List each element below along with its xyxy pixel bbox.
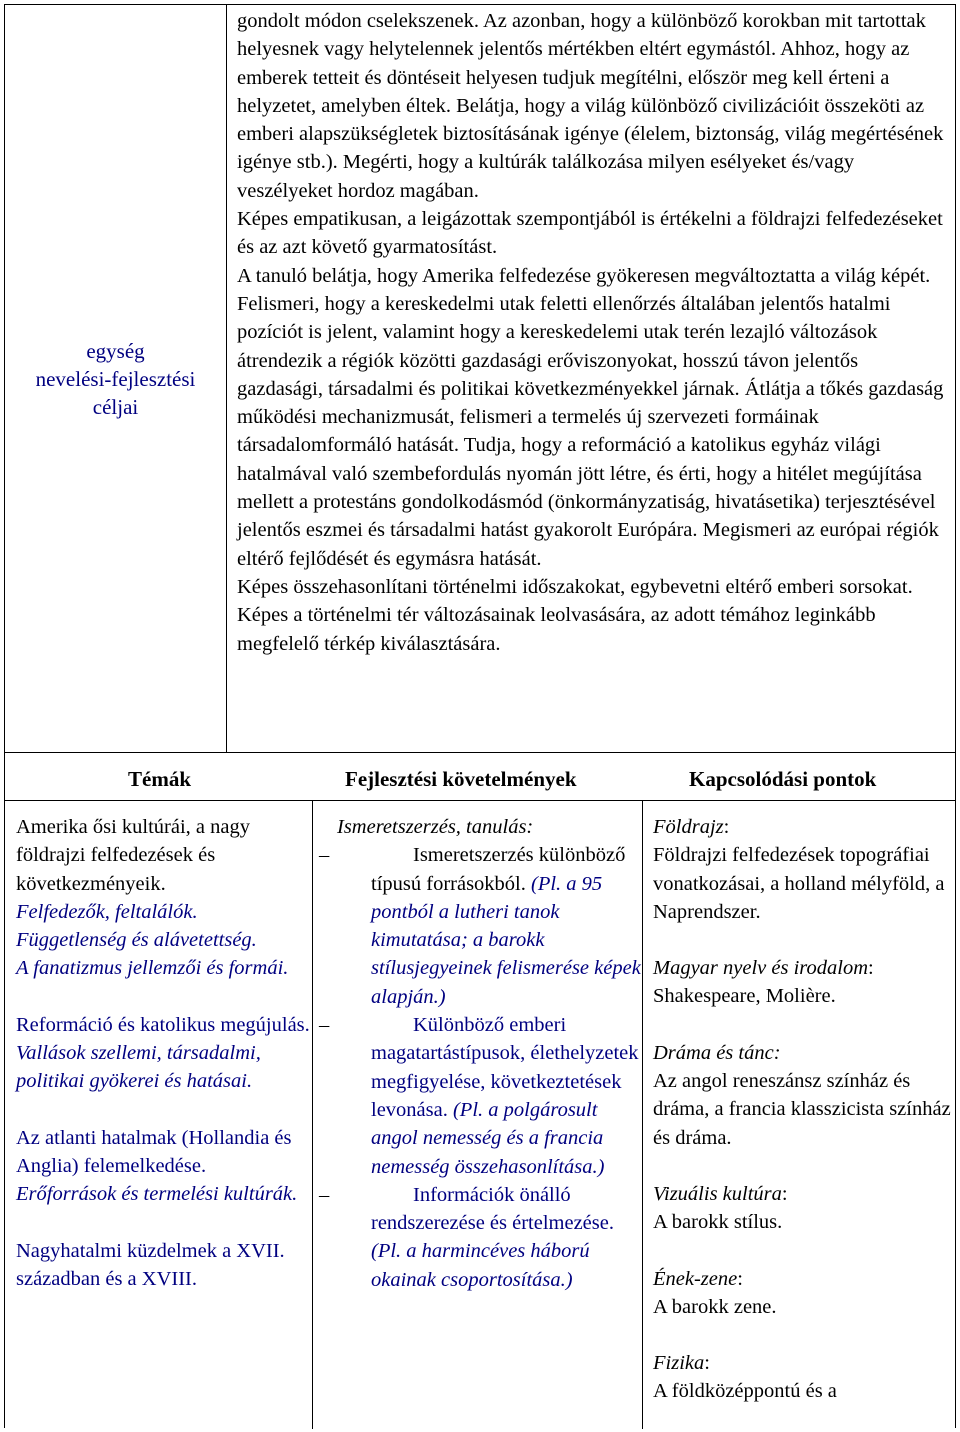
- goals-label-line: egység: [86, 339, 145, 363]
- requirement-example: (Pl. a harmincéves háború okainak csoportosítása.): [371, 1240, 590, 1291]
- connection-separator: :: [723, 816, 730, 838]
- connection-text: Shakespeare, Molière.: [653, 985, 836, 1008]
- topic-title: Nagyhatalmi küzdelmek a XVII. században és a XVIII.: [16, 1239, 285, 1290]
- connection-entry: [653, 1180, 955, 1237]
- column-headers: [5, 764, 955, 798]
- requirement-item: [319, 1181, 642, 1294]
- topic-subitem: Vallások szellemi, társadalmi, politikai gyökerei és hatásai.: [16, 1042, 261, 1093]
- requirement-text: Ismeretszerzés különböző típusú forrásokból.: [371, 844, 626, 895]
- connection-separator: :: [704, 1352, 710, 1375]
- header-connections: Kapcsolódási pontok: [689, 767, 877, 791]
- goals-label-line: nevelési-fejlesztési: [35, 367, 196, 391]
- connection-entry: [653, 813, 955, 926]
- topics-column: [5, 801, 313, 1429]
- connection-entry: [653, 1039, 955, 1152]
- connection-text: Az angol reneszánsz színház és dráma, a francia klasszicista színház és dráma.: [653, 1070, 951, 1149]
- goals-paragraph: gondolt módon cselekszenek. Az azonban, hogy a különböző korokban mit tartottak helyesnek vagy helytelennek jelentős mértékben eltért egymástól. Ahhoz, hogy az emberek tetteit és döntéseit helyesen tudjuk megítélni, először meg kell érteni a helyzetet, amelyben éltek. Belátja, hogy a világ különböző civilizációit összeköti az emberi alapszükségletek biztosításának igénye (élelem, biztonság, világ megértésének igénye stb.). Megérti, hogy a kultúrák találkozása milyen esélyeket és/vagy veszélyeket hordoz magában.: [237, 10, 944, 202]
- dash-bullet: –: [319, 844, 330, 867]
- connection-entry: [653, 1349, 955, 1406]
- goals-paragraph: A tanuló belátja, hogy Amerika felfedezése gyökeresen megváltoztatta a világ képét. Felismeri, hogy a kereskedelmi utak feletti ellenőrzés általában jelentős hatalmi pozíciót is jelent, valamint hogy a kereskedelemi utak terén lezajló változások átrendezik a régiók közötti gazdasági erőviszonyokat, hosszú távon jelentős gazdasági, társadalmi és politikai következményekkel járnak. Átlátja a tőkés gazdaság működési mechanizmusát, felismeri a termelés új szervezeti formáinak társadalomformáló hatását. Tudja, hogy a reformáció a katolikus egyház világi hatalmával való szembefordulás nyomán jött létre, és érti, hogy a hitélet megújítása mellett a protestáns gondolkodásmód (önkormányzatiság, hivatásetika) terjesztésével jelentős eszmei és társadalmi hatást gyakorolt Európára. Megismeri az európai régiók eltérő fejlődését és egymásra hatását.: [237, 264, 944, 570]
- topic-subitem: Erőforrások és termelési kultúrák.: [16, 1183, 298, 1206]
- dash-bullet: –: [319, 1183, 330, 1206]
- goals-paragraph: Képes összehasonlítani történelmi időszakokat, egybevetni eltérő emberi sorsokat. Képes a történelmi tér változásainak leolvasására, az adott témához leginkább megfelelő térkép kiválasztására.: [237, 575, 913, 655]
- curriculum-sheet: [4, 4, 956, 1428]
- connection-subject: Vizuális kultúra: [653, 1182, 782, 1205]
- dash-bullet: –: [319, 1014, 330, 1037]
- goals-label-line: céljai: [92, 395, 139, 419]
- topic-title: Az atlanti hatalmak (Hollandia és Anglia) felemelkedése.: [16, 1126, 292, 1177]
- requirement-item: [319, 1011, 642, 1181]
- requirement-text: Különböző emberi magatartástípusok, élethelyzetek megfigyelése, következtetések levonása.: [371, 1014, 639, 1121]
- requirements-column: [313, 801, 643, 1429]
- topic-title: Amerika ősi kultúrái, a nagy földrajzi felfedezések és következményeik.: [16, 816, 250, 895]
- topic-subitem: Felfedezők, feltalálók.: [16, 900, 198, 923]
- requirement-text: Információk önálló rendszerezése és értelmezése.: [371, 1183, 614, 1235]
- goals-text: [227, 5, 956, 753]
- header-topics: Témák: [128, 767, 191, 791]
- requirement-example: (Pl. a polgárosult angol nemesség és a francia nemesség összehasonlítása.): [371, 1098, 605, 1178]
- connection-separator: :: [868, 957, 874, 980]
- connection-separator: :: [781, 1182, 788, 1205]
- connection-entry: [653, 1265, 955, 1322]
- topic-title: Reformáció és katolikus megújulás.: [16, 1013, 310, 1036]
- connection-text: A barokk stílus.: [653, 1211, 783, 1234]
- connection-subject: Dráma és tánc:: [653, 1041, 781, 1064]
- header-requirements: Fejlesztési követelmények: [345, 767, 577, 791]
- topic-subitem: Függetlenség és alávetettség.: [16, 929, 257, 952]
- goals-paragraph: Képes empatikusan, a leigázottak szempontjából is értékelni a földrajzi felfedezéseket és az azt követő gyarmatosítást.: [237, 208, 943, 259]
- connection-text: A földközéppontú és a: [653, 1380, 837, 1403]
- divider: [5, 752, 955, 753]
- connection-text: A barokk zene.: [653, 1295, 777, 1318]
- connection-subject: Földrajz: [653, 816, 724, 838]
- connection-text: Földrajzi felfedezések topográfiai vonatkozásai, a holland mélyföld, a Naprendszer.: [653, 844, 945, 923]
- connection-entry: [653, 954, 955, 1011]
- topics-table: [5, 801, 955, 1429]
- requirement-example: (Pl. a 95 pontból a lutheri tanok kimutatása; a barokk stílusjegyeinek felismerése képek alapján.): [371, 872, 641, 1008]
- topic-subitem: A fanatizmus jellemzői és formái.: [16, 957, 289, 980]
- connection-subject: Ének-zene: [653, 1267, 738, 1290]
- connection-subject: Fizika: [653, 1352, 705, 1375]
- goals-label: [5, 5, 227, 753]
- goals-table: [5, 5, 955, 753]
- connection-subject: Magyar nyelv és irodalom: [653, 957, 869, 980]
- connection-separator: :: [737, 1267, 743, 1290]
- connections-column: [643, 801, 955, 1429]
- requirement-item: [319, 841, 642, 1011]
- requirements-heading: Ismeretszerzés, tanulás:: [337, 816, 534, 838]
